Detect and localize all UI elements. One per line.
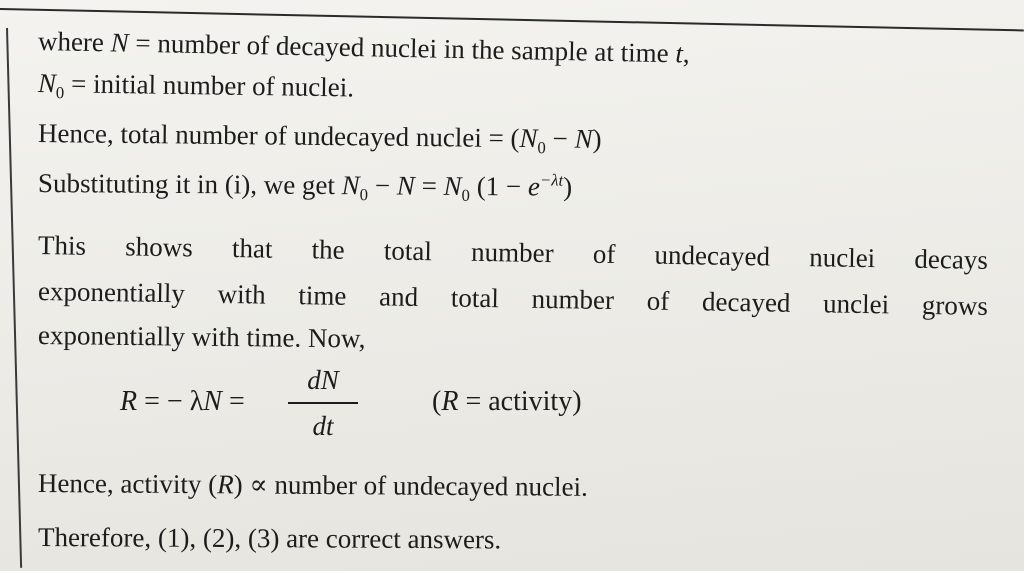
- fraction-denominator: dt: [312, 411, 334, 441]
- line-9: Therefore, (1), (2), (3) are correct answers.: [37, 522, 502, 555]
- line-7: exponentially with time. Now,: [37, 320, 366, 354]
- line-1: where N = number of decayed nuclei in the sample at time t,: [37, 26, 690, 69]
- line-3: Hence, total number of undecayed nuclei = $(N_0 - N)$: [37, 118, 602, 158]
- fraction-bar: [288, 402, 358, 404]
- fraction-numerator: dN: [307, 365, 339, 395]
- derivative-fraction: [288, 360, 358, 446]
- line-5: This shows that the total number of undecayed nuclei decays: [37, 230, 989, 275]
- line-8: Hence, activity (R) ∝ number of undecayed nuclei.: [37, 468, 588, 502]
- line-6: exponentially with time and total number of decayed unclei grows: [37, 276, 989, 321]
- equation-lhs: R = − λN =: [120, 386, 245, 417]
- line-4: Substituting it in (i), we get $N_0 - N = N_0$ $(1 - e^{-\lambda t})$: [37, 168, 573, 205]
- equation-note: (R = activity): [432, 386, 582, 417]
- line-2: $N_0$ = initial number of nuclei.: [37, 68, 355, 103]
